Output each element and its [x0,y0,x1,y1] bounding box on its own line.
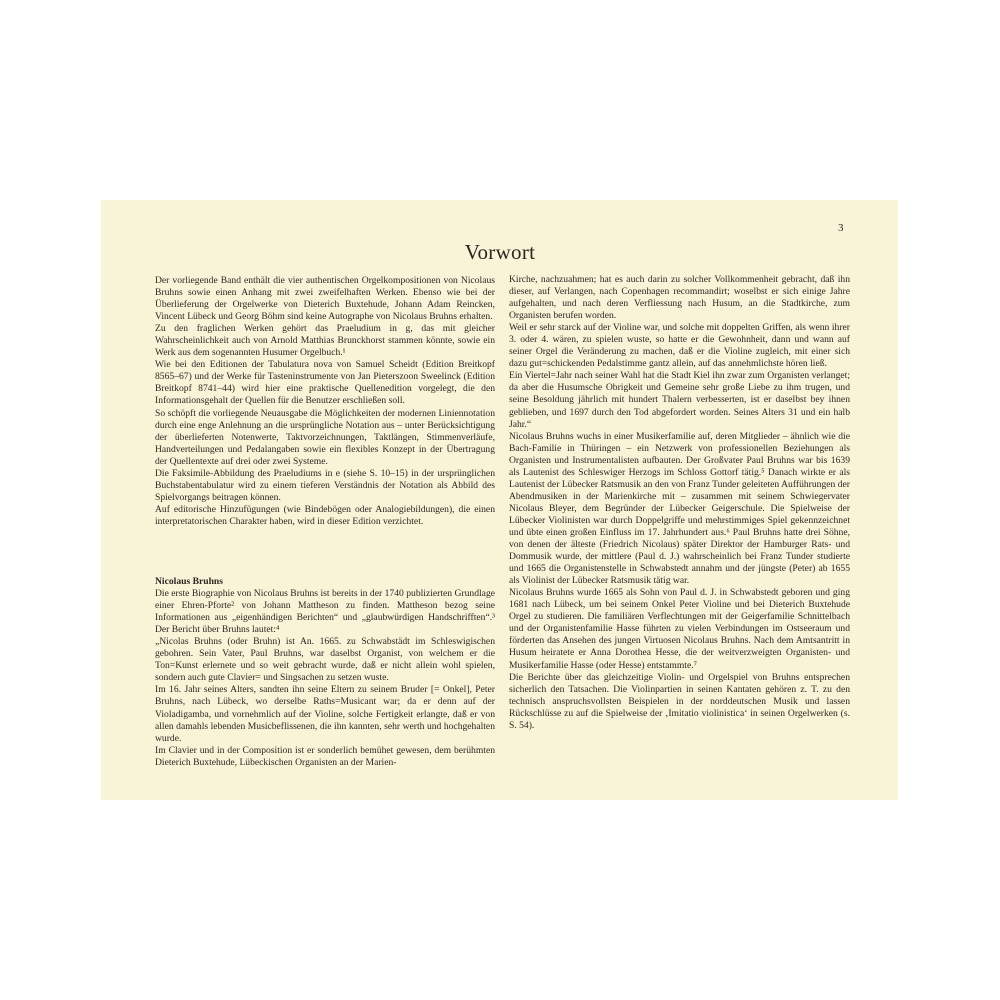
paragraph: Wie bei den Editionen der Tabulatura nova von Samuel Scheidt (Edition Breitkopf 8565–67) und der Werke für Tasteninstrumente von Jan Pieterszoon Sweelinck (Edition Breitkopf 8741–44) wird hier eine praktische Quellenedition vorgelegt, die den Informationsgehalt der Quellen für die Benutzer erschließen soll. [155,359,495,407]
paragraph: Der vorliegende Band enthält die vier authentischen Orgelkompositionen von Nicolaus Bruhns sowie einen Anhang mit zwei zweifelhaften Werken. Ebenso wie bei der Überlieferung der Orgelwerke von Dieterich Buxtehude, Johann Adam Reincken, Vincent Lübeck und Georg Böhm sind keine Autographe von Nicolaus Bruhns erhalten. [155,275,495,323]
paragraph: Auf editorische Hinzufügungen (wie Bindebögen oder Analogiebildungen), die einen interpretatorischen Charakter haben, wird in dieser Edition verzichtet. [155,503,495,527]
quote-paragraph: Ein Viertel=Jahr nach seiner Wahl hat die Stadt Kiel ihn zwar zum Organisten verlanget; da aber die Husumsche Obrigkeit und Gemeine sehr große Liebe zu ihm trugen, und seine Besoldung jährlich mit hundert Thalern verbesserten, ist er daselbst bey ihnen geblieben, und 1697 durch den Tod abgefordert worden. Seines Alters 31 und ein halb Jahr.“ [509,370,850,430]
paragraph: Die Berichte über das gleichzeitige Violin- und Orgelspiel von Bruhns entsprechen sicherlich den Tatsachen. Die Violinpartien in seinen Kantaten gehören z. T. zu den technisch anspruchsvollsten Beispielen in der norddeutschen Musik und lassen Rückschlüsse zu auf die Spielweise der ‚Imitatio violinistica‘ in seinen Orgelwerken (s. S. 54). [509,671,850,731]
right-column [509,274,850,732]
paragraph: Die erste Biographie von Nicolaus Bruhns ist bereits in der 1740 publizierten Grundlage einer Ehren-Pforte² von Johann Mattheson zu finden. Mattheson bezog seine Informationen aus „eigenhändigen Berichten“ und „glaubwürdigen Handschrifften“.³ Der Bericht über Bruhns lautet:⁴ [155,588,495,636]
paragraph: Zu den fraglichen Werken gehört das Praeludium in g, das mit gleicher Wahrscheinlichkeit auch von Arnold Matthias Brunckhorst stammen könnte, sowie ein Werk aus dem sogenannten Husumer Orgelbuch.¹ [155,323,495,359]
quote-paragraph: Kirche, nachzuahmen; hat es auch darin zu solcher Vollkommenheit gebracht, daß ihn dieser, auf Verlangen, nach Copenhagen recommandirt; woselbst er sich einige Jahre aufgehalten, und nach deren Verfliessung nach Husum, an die Stadtkirche, zum Organisten berufen worden. [509,274,850,322]
section-heading: Nicolaus Bruhns [155,575,223,587]
quote-paragraph: „Nicolas Bruhns (oder Bruhn) ist An. 1665. zu Schwabstädt im Schleswigischen gebohren. Sein Vater, Paul Bruhns, war daselbst Organist, von welchem er die Ton=Kunst erlernete und so weit gebracht wurde, daß er nicht allein wohl spielen, sondern auch gute Clavier= und Singsachen zu setzen wuste. [155,636,495,684]
section-gap [155,528,495,576]
paragraph: So schöpft die vorliegende Neuausgabe die Möglichkeiten der modernen Liniennotation durch eine enge Anlehnung an die ursprüngliche Notation aus – unter Berücksichtigung der überlieferten Notenwerte, Taktvorzeichnungen, Taktlängen, Stimmenverläufe, Handverteilungen und Pedalangaben sowie ein flexibles Konzept in der Übertragung der Quellentexte auf drei oder zwei Systeme. [155,407,495,467]
page-title: Vorwort [464,240,536,264]
paragraph: Nicolaus Bruhns wuchs in einer Musikerfamilie auf, deren Mitglieder – ähnlich wie die Bach-Familie in Thüringen – ein Netzwerk von professionellen Beziehungen als Organisten und Instrumentalisten aufbauten. Der Großvater Paul Bruhns war bis 1639 als Lautenist des Schleswiger Herzogs im Schloss Gottorf tätig.⁵ Danach wirkte er als Lautenist der Lübecker Ratsmusik an den von Franz Tunder geleiteten Aufführungen der Abendmusiken in der Marienkirche mit – zusammen mit seinem Schwiegervater Nicolaus Bleyer, dem Begründer der Lübecker Geigerschule. Die Spielweise der Lübecker Violinisten war durch Doppelgriffe und mehrstimmiges Spiel gekennzeichnet und übte einen großen Einfluss im 17. Jahrhundert aus.⁶ Paul Bruhns hatte drei Söhne, von denen der älteste (Friedrich Nicolaus) später Direktor der Hamburger Rats- und Dommusik wurde, der mittlere (Paul d. J.) wahrscheinlich bei Franz Tunder studierte und 1665 die Organistenstelle in Schwabstedt annahm und der jüngste (Peter) ab 1655 als Violinist der Lübecker Ratsmusik tätig war. [509,430,850,587]
left-column [155,275,495,769]
paragraph: Nicolaus Bruhns wurde 1665 als Sohn von Paul d. J. in Schwabstedt geboren und ging 1681 nach Lübeck, um bei seinem Onkel Peter Violine und bei Dieterich Buxtehude Orgel zu studieren. Die familiären Verflechtungen mit der Geigerfamilie Schnittelbach und der Organistenfamilie Hasse führten zu vielen Verbindungen im Ostseeraum und förderten das Ansehen des jungen Virtuosen Nicolaus Bruhns. Nach dem Amtsantritt in Husum heiratete er Anna Dorothea Hesse, die der weitverzweigten Organisten- und Musikerfamilie Hasse (oder Hesse) entstammte.⁷ [509,587,850,671]
quote-paragraph: Im Clavier und in der Composition ist er sonderlich bemühet gewesen, dem berühmten Dieterich Buxtehude, Lübeckischen Organisten an der Marien- [155,744,495,768]
quote-paragraph: Im 16. Jahr seines Alters, sandten ihn seine Eltern zu seinem Bruder [= Onkel], Peter Bruhns, nach Lübeck, wo derselbe Raths=Musicant war; da er denn auf der Violadigamba, und vornehmlich auf der Violine, solche Fertigkeit erlangte, daß er von allen damahls lebenden Musicbeflissenen, die ihn kannten, sehr werth und hochgehalten wurde. [155,684,495,744]
page-number: 3 [838,222,844,234]
paragraph: Die Faksimile-Abbildung des Praeludiums in e (siehe S. 10–15) in der ursprünglichen Buchstabentabulatur wird zu einem tieferen Verständnis der Notation als Abbild des Spielvorgangs beitragen können. [155,467,495,503]
quote-paragraph: Weil er sehr starck auf der Violine war, und solche mit doppelten Griffen, als wenn ihrer 3. oder 4. wären, zu spielen wuste, so hatte er die Gewohnheit, dann und wann auf seiner Orgel die Veränderung zu machen, daß er die Violine zugleich, mit einer sich dazu gut=schickenden Pedalstimme gantz allein, auf das annehmlichste hören ließ. [509,322,850,370]
